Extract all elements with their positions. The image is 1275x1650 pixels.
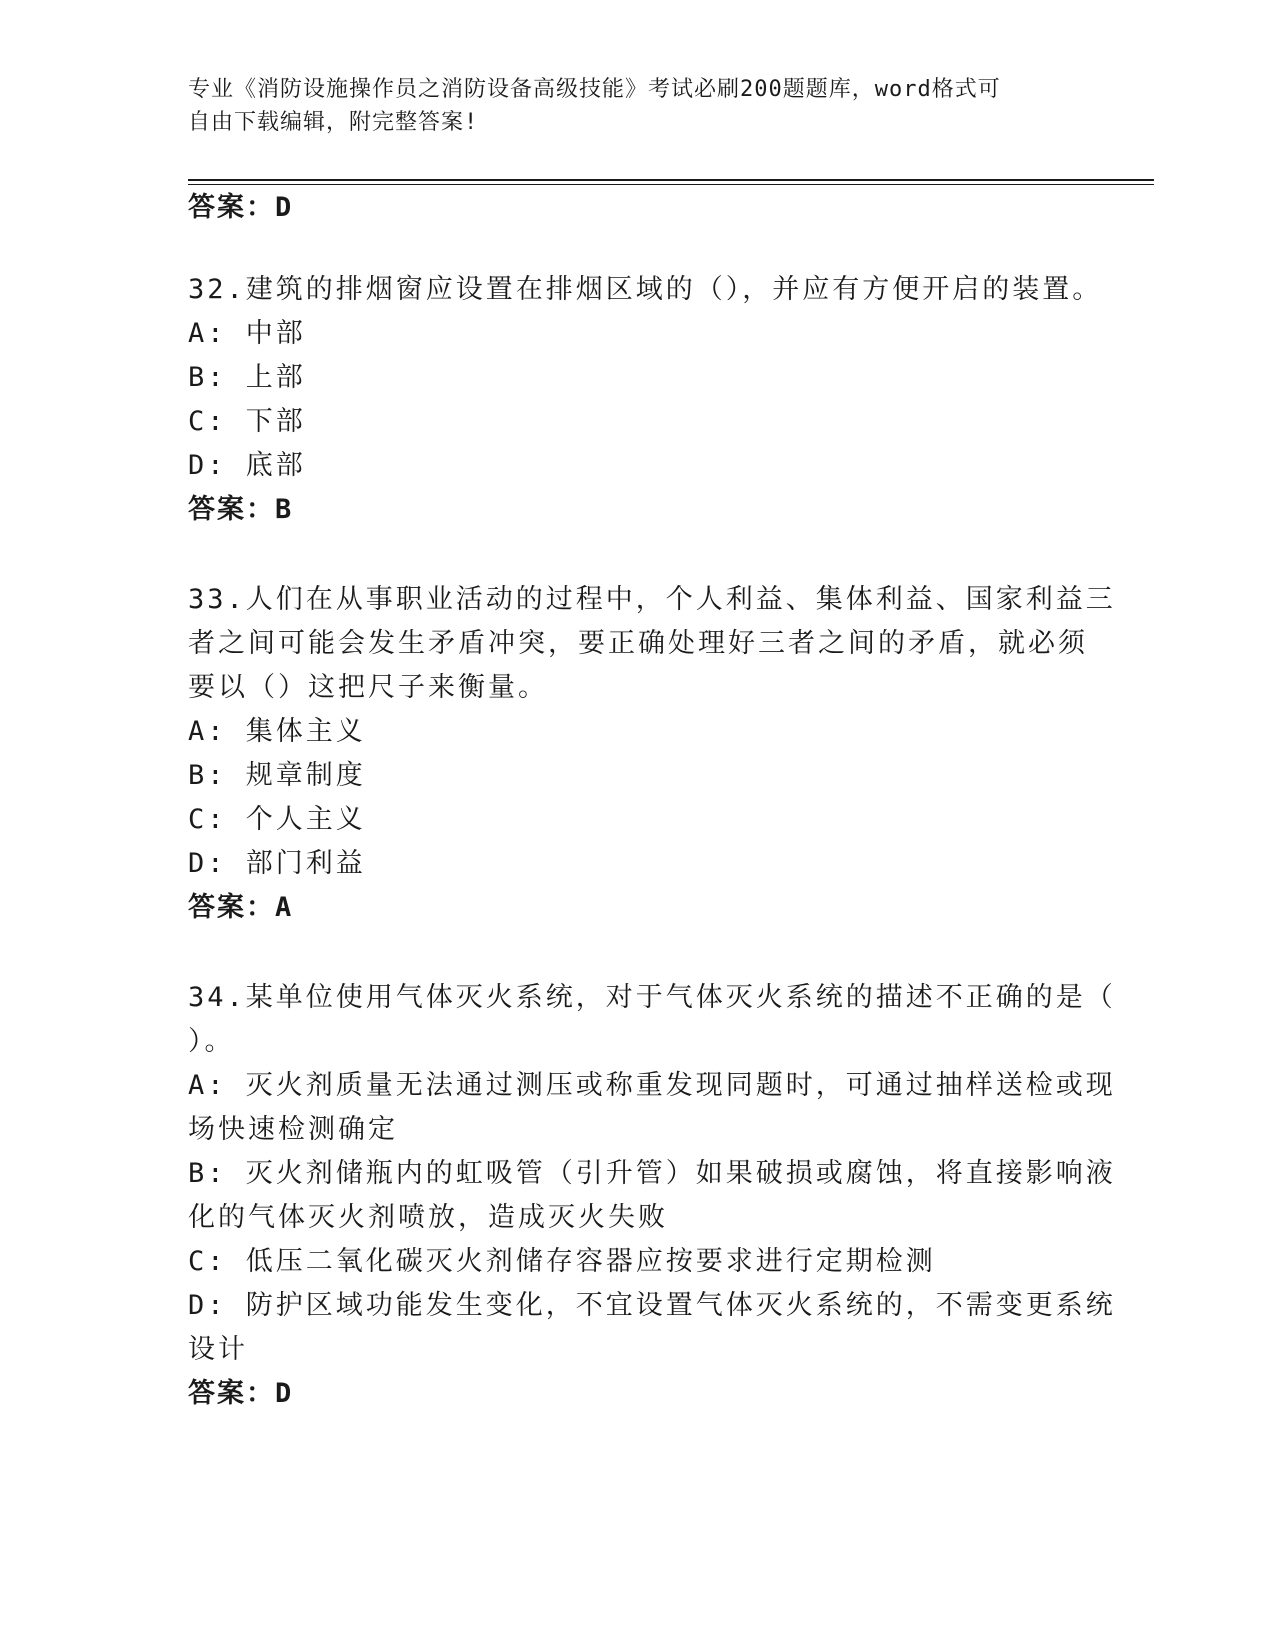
question-33-answer: 答案：A: [188, 892, 294, 923]
header-line-1: 专业《消防设施操作员之消防设备高级技能》考试必刷200题题库，word格式可: [188, 77, 1001, 102]
question-34-option-a-line-2: 场快速检测确定: [188, 1114, 398, 1145]
question-34-option-b-line-1: B: 灭火剂储瓶内的虹吸管（引升管）如果破损或腐蚀，将直接影响液: [188, 1158, 1116, 1189]
header-rule-thick: [188, 179, 1154, 181]
answer-31: 答案：D: [188, 192, 294, 223]
question-34-option-a-line-1: A: 灭火剂质量无法通过测压或称重发现同题时，可通过抽样送检或现: [188, 1070, 1116, 1101]
question-32-text: 32.建筑的排烟窗应设置在排烟区域的（），并应有方便开启的装置。: [188, 274, 1103, 305]
question-32-option-c: C: 下部: [188, 406, 306, 437]
question-34-text-line-2: ）。: [188, 1026, 235, 1057]
question-33-option-a: A: 集体主义: [188, 716, 366, 747]
question-32-answer: 答案：B: [188, 494, 294, 525]
question-33-option-d: D: 部门利益: [188, 848, 366, 879]
question-34-option-d-line-1: D: 防护区域功能发生变化，不宜设置气体灭火系统的，不需变更系统: [188, 1290, 1116, 1321]
question-34-option-b-line-2: 化的气体灭火剂喷放，造成灭火失败: [188, 1202, 668, 1233]
question-34-answer: 答案：D: [188, 1378, 294, 1409]
question-33-text-line-3: 要以（）这把尺子来衡量。: [188, 672, 548, 703]
question-34-option-d-line-2: 设计: [188, 1334, 248, 1365]
question-34-text-line-1: 34.某单位使用气体灭火系统，对于气体灭火系统的描述不正确的是（: [188, 982, 1116, 1013]
question-33-text-line-2: 者之间可能会发生矛盾冲突，要正确处理好三者之间的矛盾，就必须: [188, 628, 1088, 659]
header-rule-thin: [188, 184, 1154, 185]
header-line-2: 自由下载编辑，附完整答案!: [188, 110, 479, 135]
question-33-option-b: B: 规章制度: [188, 760, 366, 791]
question-32-option-d: D: 底部: [188, 450, 306, 481]
question-33-option-c: C: 个人主义: [188, 804, 366, 835]
page-header: [188, 73, 1068, 139]
question-33-text-line-1: 33.人们在从事职业活动的过程中，个人利益、集体利益、国家利益三: [188, 584, 1116, 615]
question-34-option-c: C: 低压二氧化碳灭火剂储存容器应按要求进行定期检测: [188, 1246, 936, 1277]
question-32-option-a: A: 中部: [188, 318, 306, 349]
question-32-option-b: B: 上部: [188, 362, 306, 393]
